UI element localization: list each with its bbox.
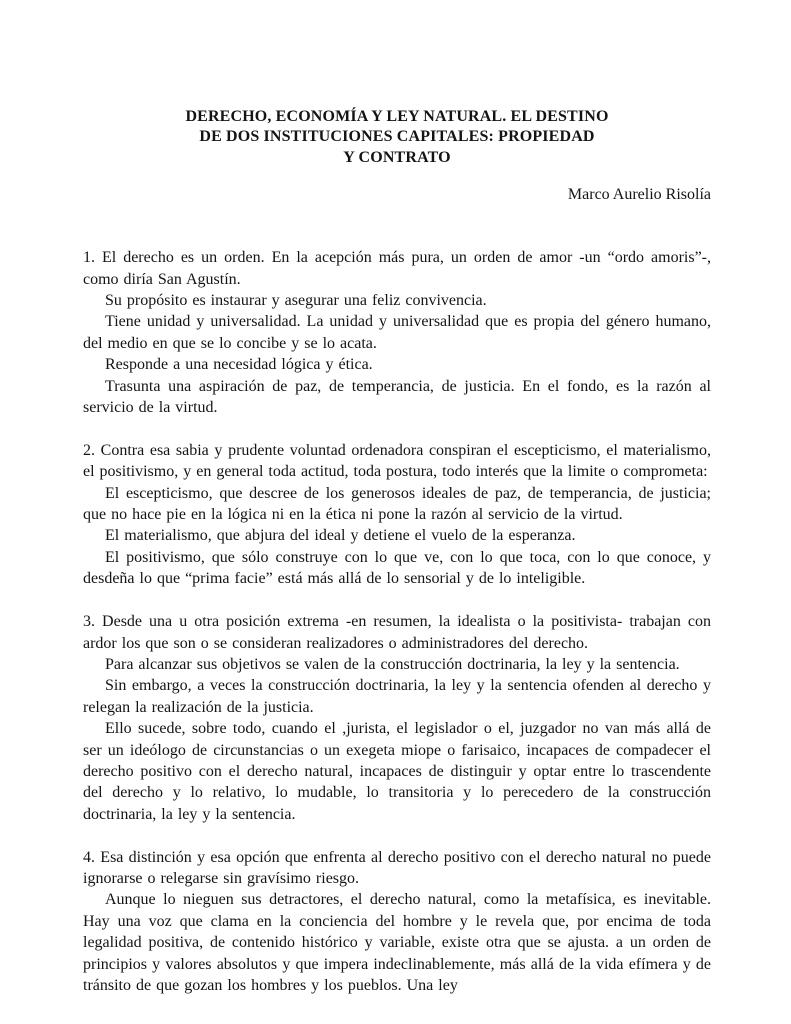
paragraph: Ello sucede, sobre todo, cuando el ,jurista, el legislador o el, juzgador no van más allá de ser un ideólogo de circunstancias o un exegeta miope o farisaico, incapaces de compadecer el derecho positivo con el derecho natural, incapaces de distinguir y optar entre lo trascendente del derecho y lo relativo, lo mudable, lo transitoria y lo perecedero de la construcción doctrinaria, la ley y la sentencia. (83, 720, 711, 823)
document-title-line: DERECHO, ECONOMÍA Y LEY NATURAL. EL DESTINO (185, 107, 609, 125)
paragraph: Sin embargo, a veces la construcción doctrinaria, la ley y la sentencia ofenden al derecho y relegan la realización de la justicia. (83, 677, 711, 716)
paragraph: Tiene unidad y universalidad. La unidad y universalidad que es propia del género humano, del medio en que se lo concibe y se lo acata. (83, 313, 711, 352)
section-2 (83, 440, 711, 590)
section-1 (83, 247, 711, 418)
paragraph: 3. Desde una u otra posición extrema -en resumen, la idealista o la positivista- trabajan con ardor los que son o se consideran realizadores o administradores del derecho. (83, 613, 711, 652)
paragraph: 1. El derecho es un orden. En la acepción más pura, un orden de amor -un “ordo amoris”-, como diría San Agustín. (83, 249, 711, 288)
document-title (83, 107, 711, 169)
section-4 (83, 847, 711, 997)
paragraph: El escepticismo, que descree de los generosos ideales de paz, de temperancia, de justicia; que no hace pie en la lógica ni en la ética ni pone la razón al servicio de la virtud. (83, 484, 711, 524)
section-3 (83, 611, 711, 825)
document-title-line: DE DOS INSTITUCIONES CAPITALES: PROPIEDAD (199, 128, 595, 146)
paragraph: El materialismo, que abjura del ideal y detiene el vuelo de la esperanza. (105, 527, 576, 545)
paragraph: Para alcanzar sus objetivos se valen de la construcción doctrinaria, la ley y la sentencia. (105, 655, 680, 673)
paragraph: El positivismo, que sólo construye con lo que ve, con lo que toca, con lo que conoce, y desdeña lo que “prima facie” está más allá de lo sensorial y de lo inteligible. (83, 548, 711, 588)
paragraph: 4. Esa distinción y esa opción que enfrenta al derecho positivo con el derecho natural no puede ignorarse o relegarse sin gravísimo riesgo. (83, 848, 711, 887)
author-byline: Marco Aurelio Risolía (567, 186, 711, 204)
paragraph: Aunque lo nieguen sus detractores, el derecho natural, como la metafísica, es inevitable. Hay una voz que clama en la conciencia del hombre y le revela que, por encima de toda legalidad positiva, de contenido histórico y variable, existe otra que se ajusta. a un orden de principios y valores absolutos y que impera indeclinablemente, más allá de la vida efímera y de tránsito de que gozan los hombres y los pueblos. Una ley (83, 891, 711, 994)
paragraph: Su propósito es instaurar y asegurar una feliz convivencia. (105, 292, 487, 310)
paragraph: 2. Contra esa sabia y prudente voluntad ordenadora conspiran el escepticismo, el materialismo, el positivismo, y en general toda actitud, toda postura, todo interés que la limite o comprometa: (83, 441, 711, 481)
paragraph: Trasunta una aspiración de paz, de temperancia, de justicia. En el fondo, es la razón al servicio de la virtud. (83, 377, 711, 417)
document-title-line: Y CONTRATO (343, 148, 451, 166)
paragraph: Responde a una necesidad lógica y ética. (105, 356, 373, 374)
document-body (83, 247, 711, 996)
